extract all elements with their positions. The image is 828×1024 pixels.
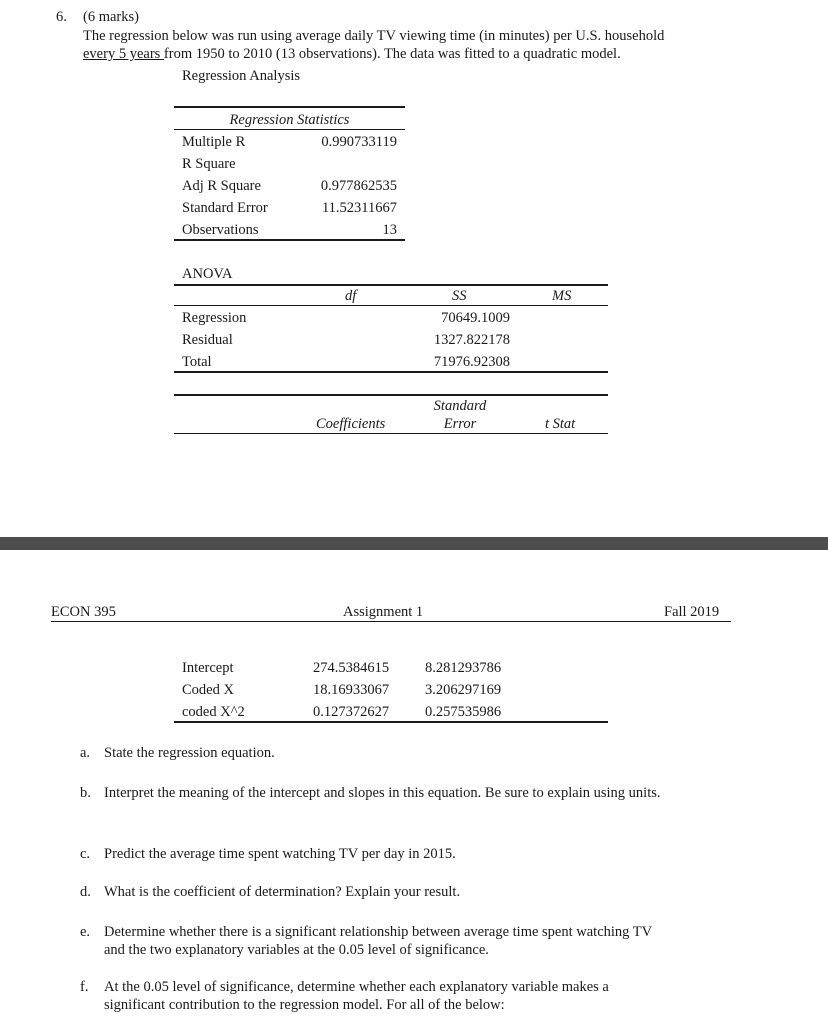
anova-row-label: Residual — [182, 332, 233, 348]
question-number: 6. — [56, 9, 67, 25]
assignment-title: Assignment 1 — [343, 604, 424, 620]
part-letter: a. — [80, 745, 91, 761]
coef-col-se-line2: Error — [443, 416, 477, 432]
anova-ss-value: 71976.92308 — [433, 354, 510, 370]
coef-value: 274.5384615 — [313, 660, 390, 676]
part-text: and the two explanatory variables at the 0.05 level of significance. — [104, 942, 489, 958]
regression-statistics-heading: Regression Statistics — [229, 112, 350, 128]
stat-label: Standard Error — [182, 200, 268, 216]
anova-row-label: Regression — [182, 310, 247, 326]
part-text: Determine whether there is a significant relationship between average time spent watching TV — [104, 924, 653, 940]
anova-row-label: Total — [182, 354, 212, 370]
anova-col-df: df — [345, 288, 357, 304]
regression-analysis-title: Regression Analysis — [182, 68, 301, 84]
coef-row-label: Coded X — [182, 682, 234, 698]
part-text: Predict the average time spent watching TV per day in 2015. — [104, 846, 456, 862]
question-text-line2 — [83, 46, 621, 63]
coef-col-tstat: t Stat — [545, 416, 576, 432]
stat-value: 0.990733119 — [321, 134, 397, 150]
coef-se-value: 3.206297169 — [425, 682, 502, 698]
part-text: Interpret the meaning of the intercept and slopes in this equation. Be sure to explain using units. — [104, 785, 661, 801]
anova-heading: ANOVA — [182, 266, 233, 282]
anova-top-rule — [174, 284, 608, 286]
coef-value: 18.16933067 — [313, 682, 390, 698]
heading-rule — [174, 129, 405, 130]
question-marks: (6 marks) — [83, 9, 139, 25]
stat-label: Observations — [182, 222, 259, 238]
part-text: What is the coefficient of determination? Explain your result. — [104, 884, 461, 900]
anova-col-ss: SS — [452, 288, 467, 304]
stat-label: R Square — [182, 156, 236, 172]
part-letter: e. — [80, 924, 91, 940]
question-text-line2-rest: from 1950 to 2010 (13 observations). The data was fitted to a quadratic model. — [163, 46, 621, 62]
anova-bottom-rule — [174, 371, 608, 373]
anova-ss-value: 1327.822178 — [433, 332, 510, 348]
table-bottom-rule — [174, 239, 405, 241]
stat-value: 13 — [382, 222, 397, 238]
coef-se-value: 0.257535986 — [425, 704, 502, 720]
question-text-line1: The regression below was run using average daily TV viewing time (in minutes) per U.S. household — [83, 28, 665, 44]
part-text: significant contribution to the regression model. For all of the below: — [104, 997, 505, 1013]
anova-col-ms: MS — [552, 288, 572, 304]
part-text: At the 0.05 level of significance, determine whether each explanatory variable makes a — [104, 979, 609, 995]
header-underline — [51, 621, 731, 622]
stat-value: 0.977862535 — [320, 178, 397, 194]
part-text: State the regression equation. — [104, 745, 275, 761]
anova-ss-value: 70649.1009 — [441, 310, 510, 326]
stat-value: 11.52311667 — [321, 200, 397, 216]
stat-label: Adj R Square — [182, 178, 261, 194]
part-letter: c. — [80, 846, 91, 862]
coef-top-rule — [174, 394, 608, 396]
part-letter: b. — [80, 785, 91, 801]
table-top-rule — [174, 106, 405, 108]
term: Fall 2019 — [664, 604, 720, 620]
part-letter: d. — [80, 884, 91, 900]
coef-col-coefficients: Coefficients — [316, 416, 386, 432]
coef-col-se-line1: Standard — [433, 398, 487, 414]
coef-bottom-rule — [174, 721, 608, 723]
page-break-divider — [0, 537, 828, 550]
coef-row-label: coded X^2 — [182, 704, 245, 720]
course-code: ECON 395 — [51, 604, 116, 620]
coef-header-rule — [174, 433, 608, 434]
anova-header-rule — [174, 305, 608, 306]
stat-label: Multiple R — [182, 134, 246, 150]
coef-se-value: 8.281293786 — [425, 660, 502, 676]
coef-value: 0.127372627 — [313, 704, 390, 720]
question-underlined-phrase: every 5 years — [83, 46, 164, 62]
part-letter: f. — [80, 979, 89, 995]
coef-row-label: Intercept — [182, 660, 234, 676]
